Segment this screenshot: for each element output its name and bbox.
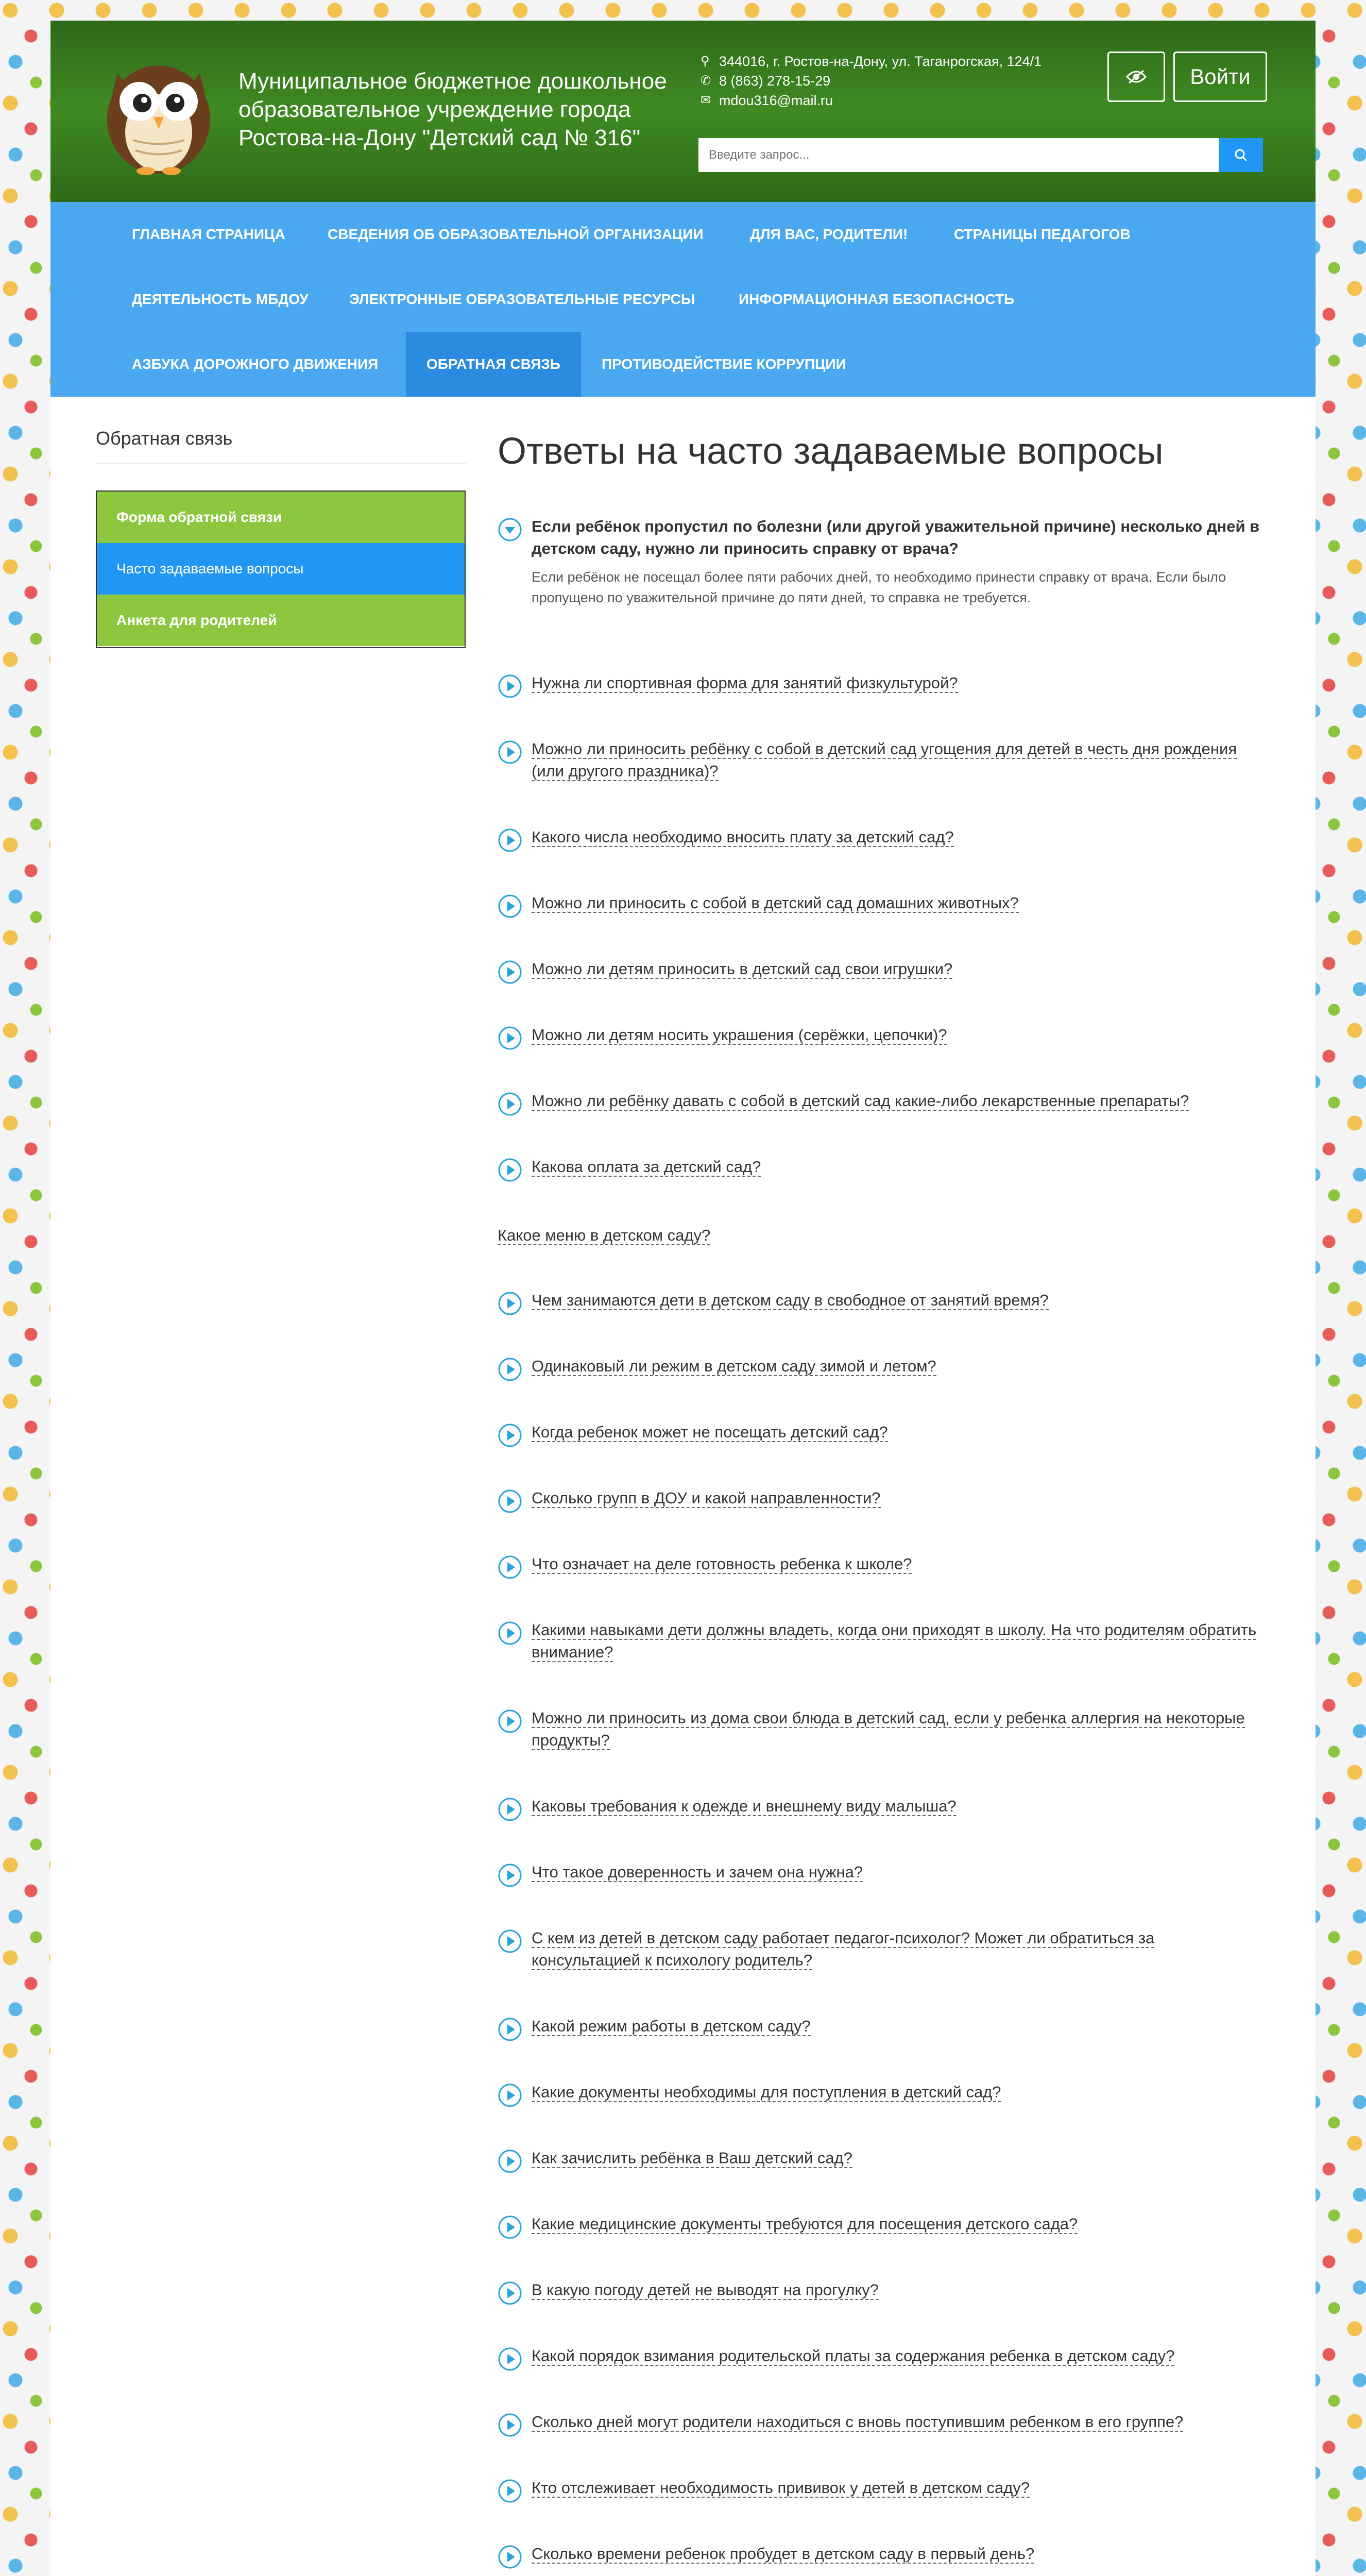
faq-question[interactable]: Сколько групп в ДОУ и какой направленности? bbox=[532, 1489, 881, 1507]
header-phone-row bbox=[701, 71, 1041, 91]
eye-icon bbox=[1126, 70, 1147, 84]
faq-question[interactable]: Если ребёнок пропустил по болезни (или другой уважительной причине) несколько дней в детском саду, нужно ли приносить справку от врача? bbox=[532, 517, 1260, 557]
faq-question[interactable]: С кем из детей в детском саду работает педагог-психолог? Может ли обратиться за консультацией к психологу родитель? bbox=[532, 1929, 1155, 1969]
nav-item-teachers[interactable]: СТРАНИЦЫ ПЕДАГОГОВ bbox=[954, 226, 1131, 242]
header-email[interactable]: mdou316@mail.ru bbox=[719, 93, 833, 108]
faq-question[interactable]: Как зачислить ребёнка в Ваш детский сад? bbox=[532, 2149, 852, 2167]
header-phone[interactable]: 8 (863) 278-15-29 bbox=[719, 73, 831, 89]
faq-question[interactable]: Какого числа необходимо вносить плату за детский сад? bbox=[532, 828, 954, 846]
play-circle-icon[interactable] bbox=[498, 674, 522, 699]
header-address-row bbox=[701, 52, 1041, 71]
nav-item-anticorruption[interactable]: ПРОТИВОДЕЙСТВИЕ КОРРУПЦИИ bbox=[602, 356, 846, 372]
play-circle-icon[interactable] bbox=[498, 1423, 522, 1448]
search-icon bbox=[1234, 148, 1248, 162]
faq-question[interactable]: Можно ли приносить из дома свои блюда в детский сад, если у ребенка аллергия на некоторые продукты? bbox=[532, 1709, 1245, 1749]
header-address: 344016, г. Ростов-на-Дону, ул. Таганрогская, 124/1 bbox=[719, 54, 1042, 69]
envelope-icon: ✉ bbox=[701, 93, 711, 107]
faq-question[interactable]: Какими навыками дети должны владеть, когда они приходят в школу. На что родителям обратить внимание? bbox=[532, 1621, 1257, 1661]
search-button[interactable] bbox=[1219, 138, 1263, 172]
header-contacts bbox=[701, 52, 1041, 110]
play-circle-icon[interactable] bbox=[498, 2479, 522, 2503]
site-header bbox=[50, 21, 1316, 202]
faq-question[interactable]: Кто отслеживает необходимость прививок у детей в детском саду? bbox=[532, 2479, 1030, 2497]
play-circle-icon[interactable] bbox=[498, 1797, 522, 1822]
nav-item-security[interactable]: ИНФОРМАЦИОННАЯ БЕЗОПАСНОСТЬ bbox=[739, 291, 1015, 307]
faq-question[interactable]: Нужна ли спортивная форма для занятий физкультурой? bbox=[532, 674, 958, 692]
nav-item-info[interactable]: СВЕДЕНИЯ ОБ ОБРАЗОВАТЕЛЬНОЙ ОРГАНИЗАЦИИ bbox=[328, 226, 704, 242]
faq-question[interactable]: Сколько времени ребенок пробудет в детском саду в первый день? bbox=[532, 2545, 1035, 2563]
faq-plain-item[interactable]: Какое меню в детском саду? bbox=[498, 1226, 711, 1244]
nav-item-traffic[interactable]: АЗБУКА ДОРОЖНОГО ДВИЖЕНИЯ bbox=[132, 356, 379, 372]
nav-item-parents[interactable]: ДЛЯ ВАС, РОДИТЕЛИ! bbox=[750, 226, 908, 242]
play-circle-icon[interactable] bbox=[498, 1621, 522, 1646]
play-circle-icon[interactable] bbox=[498, 828, 522, 853]
nav-item-feedback[interactable]: ОБРАТНАЯ СВЯЗЬ bbox=[406, 332, 581, 397]
faq-question[interactable]: Какова оплата за детский сад? bbox=[532, 1158, 761, 1176]
play-circle-icon[interactable] bbox=[498, 2083, 522, 2108]
sidebar-item-questionnaire[interactable]: Анкета для родителей bbox=[97, 595, 465, 646]
faq-question[interactable]: Когда ребенок может не посещать детский сад? bbox=[532, 1423, 888, 1441]
accessibility-button[interactable] bbox=[1107, 52, 1165, 102]
play-circle-icon[interactable] bbox=[498, 2215, 522, 2240]
faq-question[interactable]: Можно ли ребёнку давать с собой в детский сад какие-либо лекарственные препараты? bbox=[532, 1092, 1189, 1110]
faq-question[interactable]: Можно ли приносить с собой в детский сад домашних животных? bbox=[532, 894, 1019, 912]
play-circle-icon[interactable] bbox=[498, 1092, 522, 1116]
faq-question[interactable]: Можно ли детям носить украшения (серёжки, цепочки)? bbox=[532, 1026, 947, 1044]
faq-question[interactable]: Одинаковый ли режим в детском саду зимой и летом? bbox=[532, 1357, 936, 1375]
faq-question[interactable]: Что такое доверенность и зачем она нужна? bbox=[532, 1863, 863, 1881]
phone-icon: ✆ bbox=[701, 74, 711, 88]
faq-question[interactable]: Какие документы необходимы для поступления в детский сад? bbox=[532, 2083, 1001, 2101]
map-marker-icon: ⚲ bbox=[701, 54, 710, 68]
faq-question[interactable]: Можно ли приносить ребёнку с собой в детский сад угощения для детей в честь дня рождения (или другого праздника)? bbox=[532, 740, 1237, 780]
play-circle-icon[interactable] bbox=[498, 1158, 522, 1182]
faq-question[interactable]: Каковы требования к одежде и внешнему виду малыша? bbox=[532, 1797, 957, 1815]
play-circle-icon[interactable] bbox=[498, 2545, 522, 2569]
page-title: Ответы на часто задаваемые вопросы bbox=[498, 431, 1164, 472]
faq-question[interactable]: Что означает на деле готовность ребенка к школе? bbox=[532, 1555, 912, 1573]
play-circle-icon[interactable] bbox=[498, 1929, 522, 1954]
sidebar-menu bbox=[96, 490, 466, 648]
owl-logo-icon[interactable] bbox=[97, 47, 220, 176]
faq-question[interactable]: Сколько дней могут родители находиться с вновь поступившим ребенком в его группе? bbox=[532, 2413, 1184, 2431]
search-input[interactable] bbox=[698, 138, 1219, 172]
play-circle-icon[interactable] bbox=[498, 2347, 522, 2371]
faq-answer: Если ребёнок не посещал более пяти рабочих дней, то необходимо принести справку от врача. Если было пропущено по уважительной причине до пяти дней, то справка не требуется. bbox=[532, 569, 1226, 605]
play-circle-icon[interactable] bbox=[498, 2017, 522, 2042]
faq-question[interactable]: Какой порядок взимания родительской платы за содержания ребенка в детском саду? bbox=[532, 2347, 1175, 2365]
play-circle-icon[interactable] bbox=[498, 894, 522, 919]
chevron-down-circle-icon[interactable] bbox=[498, 517, 522, 542]
nav-item-activity[interactable]: ДЕЯТЕЛЬНОСТЬ МБДОУ bbox=[132, 291, 309, 307]
page bbox=[50, 21, 1316, 2576]
play-circle-icon[interactable] bbox=[498, 2149, 522, 2174]
play-circle-icon[interactable] bbox=[498, 1026, 522, 1050]
org-name[interactable]: Муниципальное бюджетное дошкольное образовательное учреждение города Ростова-на-Дону "Детский сад № 316" bbox=[238, 69, 667, 150]
faq-question[interactable]: Можно ли детям приносить в детский сад свои игрушки? bbox=[532, 960, 953, 978]
play-circle-icon[interactable] bbox=[498, 1357, 522, 1382]
faq-question[interactable]: Какой режим работы в детском саду? bbox=[532, 2017, 811, 2035]
sidebar-item-feedback-form[interactable]: Форма обратной связи bbox=[97, 492, 465, 543]
faq-question[interactable]: Какие медицинские документы требуются для посещения детского сада? bbox=[532, 2215, 1078, 2233]
play-circle-icon[interactable] bbox=[498, 1291, 522, 1316]
play-circle-icon[interactable] bbox=[498, 1863, 522, 1888]
main-nav bbox=[50, 202, 1316, 397]
sidebar-item-faq[interactable]: Часто задаваемые вопросы bbox=[97, 543, 465, 595]
play-circle-icon[interactable] bbox=[498, 1489, 522, 1514]
play-circle-icon[interactable] bbox=[498, 1709, 522, 1734]
play-circle-icon[interactable] bbox=[498, 2281, 522, 2306]
play-circle-icon[interactable] bbox=[498, 2413, 522, 2437]
play-circle-icon[interactable] bbox=[498, 960, 522, 985]
sidebar-title: Обратная связь bbox=[96, 428, 233, 449]
play-circle-icon[interactable] bbox=[498, 1555, 522, 1580]
nav-item-resources[interactable]: ЭЛЕКТРОННЫЕ ОБРАЗОВАТЕЛЬНЫЕ РЕСУРСЫ bbox=[349, 291, 695, 307]
sidebar-divider bbox=[96, 463, 466, 464]
faq-question[interactable]: Чем занимаются дети в детском саду в свободное от занятий время? bbox=[532, 1291, 1049, 1309]
faq-question[interactable]: В какую погоду детей не выводят на прогулку? bbox=[532, 2281, 879, 2299]
header-email-row bbox=[701, 91, 1041, 110]
play-circle-icon[interactable] bbox=[498, 740, 522, 765]
nav-item-home[interactable]: ГЛАВНАЯ СТРАНИЦА bbox=[132, 226, 285, 242]
login-button[interactable]: Войти bbox=[1173, 52, 1267, 102]
